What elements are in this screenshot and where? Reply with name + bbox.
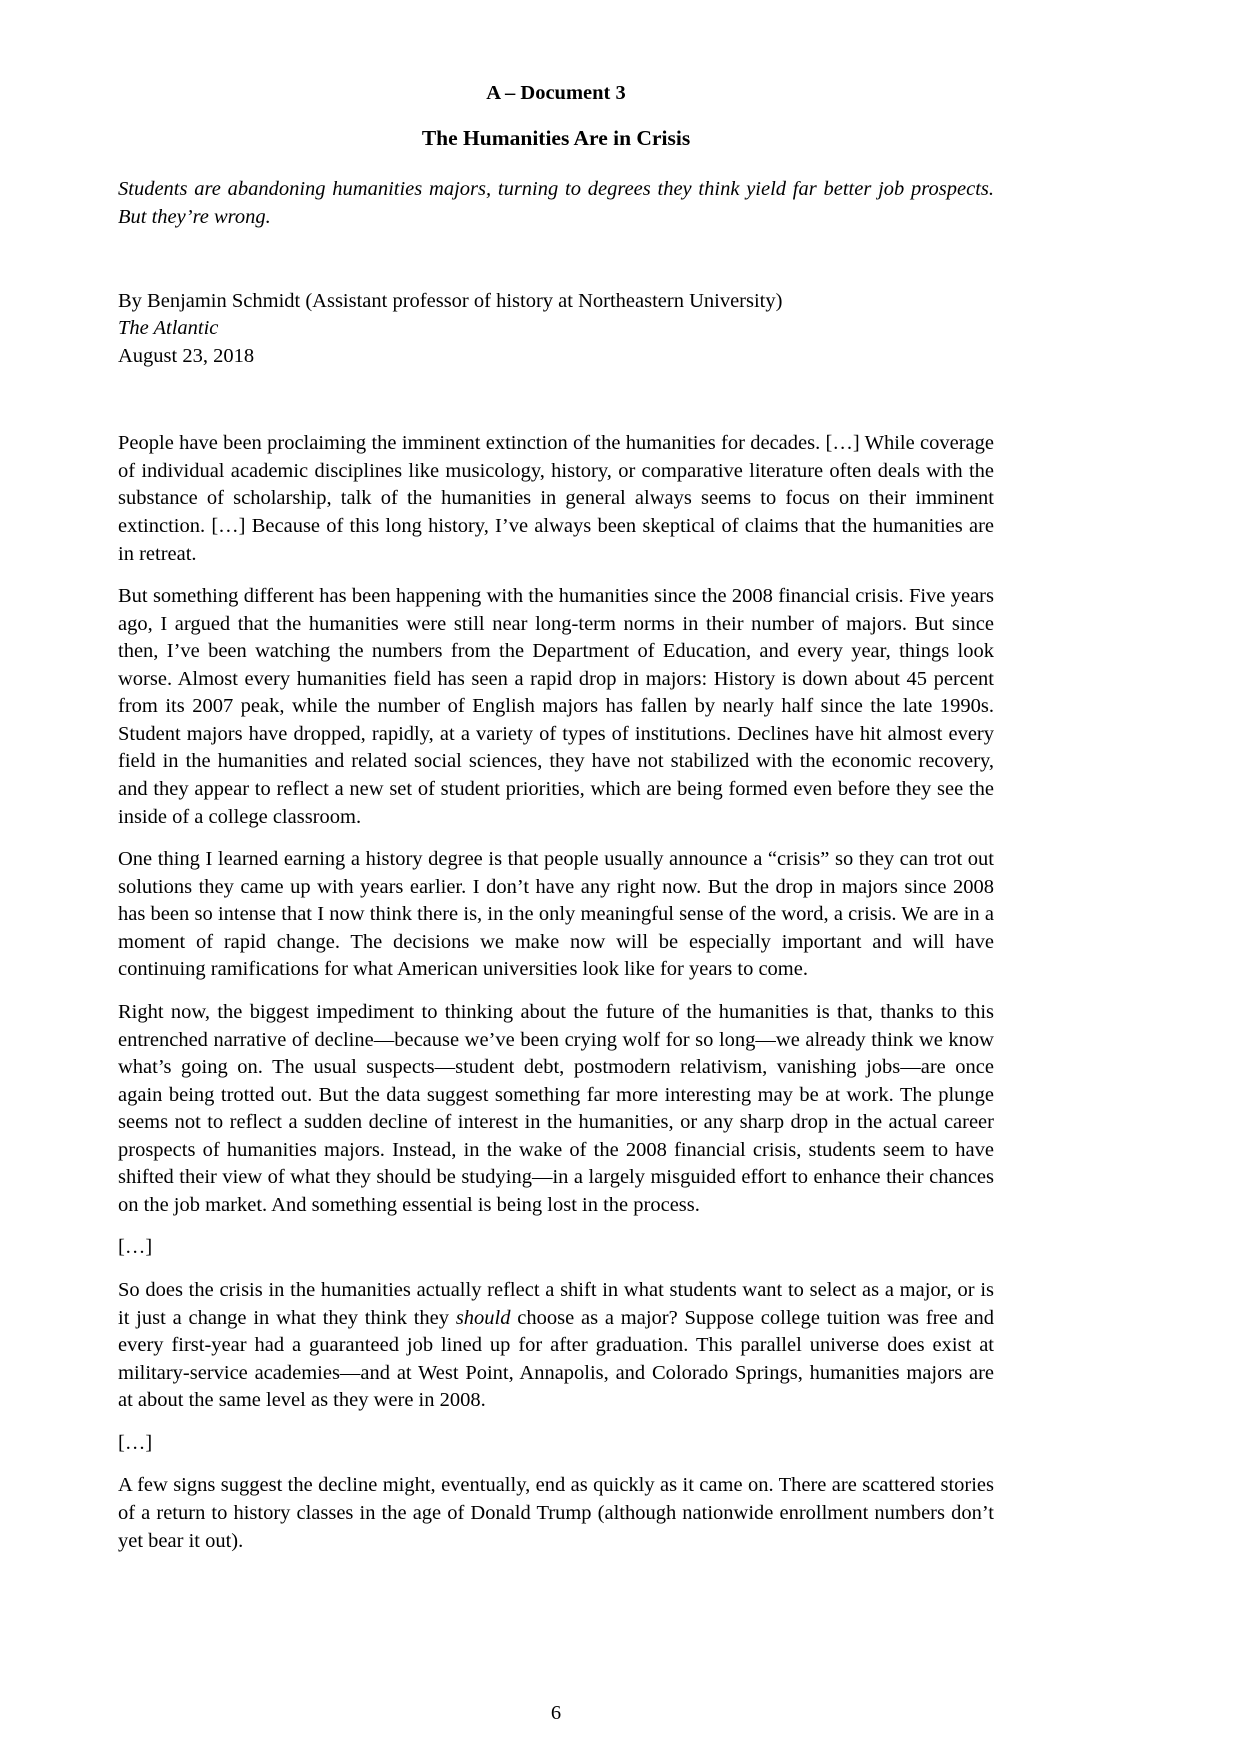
source-name: The Atlantic [118,317,219,340]
document-subtitle: Students are abandoning humanities majors, turning to degrees they think yield far better job prospects. But they’re wrong. [118,178,994,229]
byline-block [118,288,994,371]
paragraph-5 [118,1277,994,1415]
byline: By Benjamin Schmidt (Assistant professor of history at Northeastern University) [118,289,783,312]
paragraph-3: One thing I learned earning a history degree is that people usually announce a “crisis” so they can trot out solutions they came up with years earlier. I don’t have any right now. But the drop in majors since 2008 has been so intense that I now think there is, in the only meaningful sense of the word, a crisis. We are in a moment of rapid change. The decisions we make now will be especially important and will have continuing ramifications for what American universities look like for years to come. [118,848,994,981]
ellipsis-marker-2: […] [118,1431,153,1454]
paragraph-6: A few signs suggest the decline might, eventually, end as quickly as it came on. There are scattered stories of a return to history classes in the age of Donald Trump (although nationwide enrollment numbers don’t yet bear it out). [118,1474,994,1552]
document-label: A – Document 3 [486,82,626,104]
paragraph-5-text-start: So does the crisis in the humanities actually reflect a shift in what students want to select as a major, or is it just a change in what they think they [118,1279,994,1329]
document-title: The Humanities Are in Crisis [421,125,691,150]
paragraph-5-text-end: choose as a major? Suppose college tuition was free and every first-year had a guaranteed job lined up for after graduation. This parallel universe does exist at military-service academies—and at West Point, Annapolis, and Colorado Springs, humanities majors are at about the same level as they were in 2008. [118,1306,994,1412]
paragraph-4: Right now, the biggest impediment to thinking about the future of the humanities is that, thanks to this entrenched narrative of decline—because we’ve been crying wolf for so long—we already think we know what’s going on. The usual suspects—student debt, postmodern relativism, vanishing jobs—are once again being trotted out. But the data suggest something far more interesting may be at work. The plunge seems not to reflect a sudden decline of interest in the humanities, or any sharp drop in the actual career prospects of humanities majors. Instead, in the wake of the 2008 financial crisis, students seem to have shifted their view of what they should be studying—in a largely misguided effort to enhance their chances on the job market. And something essential is being lost in the process. [118,1000,994,1216]
page-number: 6 [550,1702,562,1725]
ellipsis-marker-1: […] [118,1236,153,1259]
paragraph-5-italic-word: should [455,1306,511,1329]
paragraph-2: But something different has been happening with the humanities since the 2008 financial crisis. Five years ago, I argued that the humanities were still near long-term norms in their number of majors. But since then, I’ve been watching the numbers from the Department of Education, and every year, things look worse. Almost every humanities field has seen a rapid drop in majors: History is down about 45 percent from its 2007 peak, while the number of English majors has fallen by nearly half since the late 1990s. Student majors have dropped, rapidly, at a variety of types of institutions. Declines have hit almost every field in the humanities and related social sciences, they have not stabilized with the economic recovery, and they appear to reflect a new set of student priorities, which are being formed even before they see the inside of a college classroom. [118,585,994,828]
paragraph-1: People have been proclaiming the imminent extinction of the humanities for decades. […] While coverage of individual academic disciplines like musicology, history, or comparative literature often deals with the substance of scholarship, talk of the humanities in general always seems to focus on their imminent extinction. […] Because of this long history, I’ve always been skeptical of claims that the humanities are in retreat. [118,432,994,565]
publication-date: August 23, 2018 [118,344,255,367]
